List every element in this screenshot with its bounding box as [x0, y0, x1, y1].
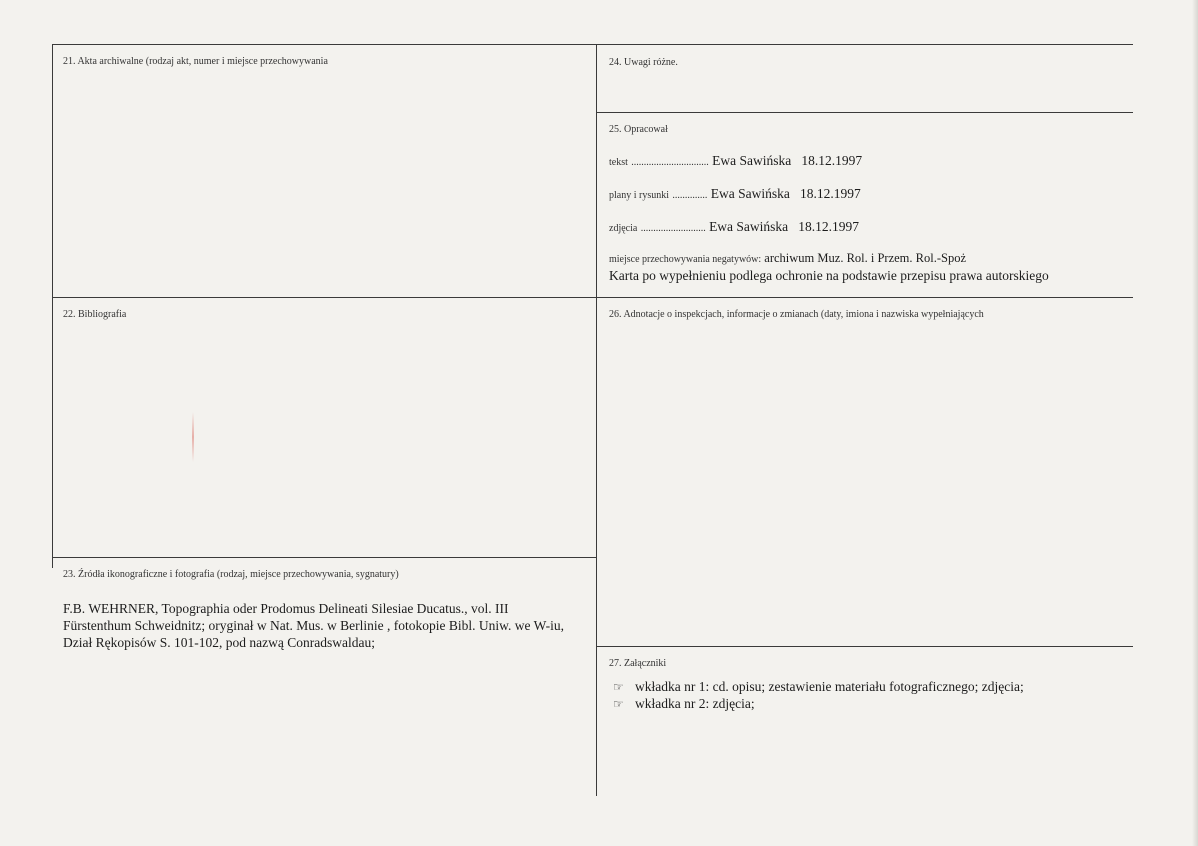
red-pencil-mark [192, 412, 194, 462]
section-21-label: 21. Akta archiwalne (rodzaj akt, numer i miejsce przechowywania [63, 56, 328, 67]
section-23-line-3: Dział Rękopisów S. 101-102, pod nazwą Conradswaldau; [63, 635, 375, 650]
section-22-label: 22. Bibliografia [63, 309, 127, 320]
page-edge [1192, 0, 1198, 846]
section-23-label: 23. Źródła ikonograficzne i fotografia (rodzaj, miejsce przechowywania, sygnatury) [63, 569, 399, 580]
rule-24-bottom [597, 112, 1133, 113]
section-23-line-1: F.B. WEHRNER, Topographia oder Prodomus Delineati Silesiae Ducatus., vol. III [63, 601, 509, 616]
author-row-photos [609, 218, 859, 237]
rule-left-edge [52, 44, 53, 568]
negatives-label: miejsce przechowywania negatywów: [609, 254, 762, 265]
author-name: Ewa Sawińska [710, 186, 790, 201]
author-row-dots: .............. [672, 190, 708, 201]
hand-pointer-icon: ☞ [613, 697, 624, 711]
attachment-text: wkładka nr 2: zdjęcia; [635, 696, 755, 711]
section-25-label: 25. Opracował [609, 124, 668, 135]
rule-top [52, 44, 1133, 45]
author-row-plans [609, 185, 861, 204]
copyright-note: Karta po wypełnieniu podlega ochronie na podstawie przepisu prawa autorskiego [609, 268, 1049, 283]
negatives-value: archiwum Muz. Rol. i Przem. Rol.-Spoż [764, 251, 967, 265]
hand-pointer-icon: ☞ [613, 680, 624, 694]
author-name: Ewa Sawińska [712, 153, 792, 168]
attachment-text: wkładka nr 1: cd. opisu; zestawienie materiału fotograficznego; zdjęcia; [635, 679, 1024, 694]
rule-mid [52, 297, 1133, 298]
section-26-label: 26. Adnotacje o inspekcjach, informacje o zmianach (daty, imiona i nazwiska wypełniających [609, 309, 984, 320]
author-row-text [609, 152, 862, 171]
rule-center [596, 44, 597, 796]
author-date: 18.12.1997 [801, 153, 863, 168]
author-row-key: zdjęcia [609, 223, 638, 234]
author-row-key: tekst [609, 157, 628, 168]
author-row-key: plany i rysunki [609, 190, 669, 201]
author-row-dots: ............................... [631, 157, 709, 168]
author-row-dots: .......................... [640, 223, 706, 234]
rule-left-lower [52, 557, 597, 558]
author-date: 18.12.1997 [798, 219, 860, 234]
author-date: 18.12.1997 [799, 186, 861, 201]
section-23-line-2: Fürstenthum Schweidnitz; oryginał w Nat. Mus. w Berlinie , fotokopie Bibl. Uniw. we W-iu, [63, 618, 564, 633]
negatives-storage [609, 250, 966, 268]
rule-right-lower [597, 646, 1133, 647]
author-name: Ewa Sawińska [709, 219, 789, 234]
section-24-label: 24. Uwagi różne. [609, 57, 678, 68]
attachment-item [613, 695, 755, 713]
attachment-item [613, 678, 1024, 696]
section-27-label: 27. Załączniki [609, 658, 667, 669]
